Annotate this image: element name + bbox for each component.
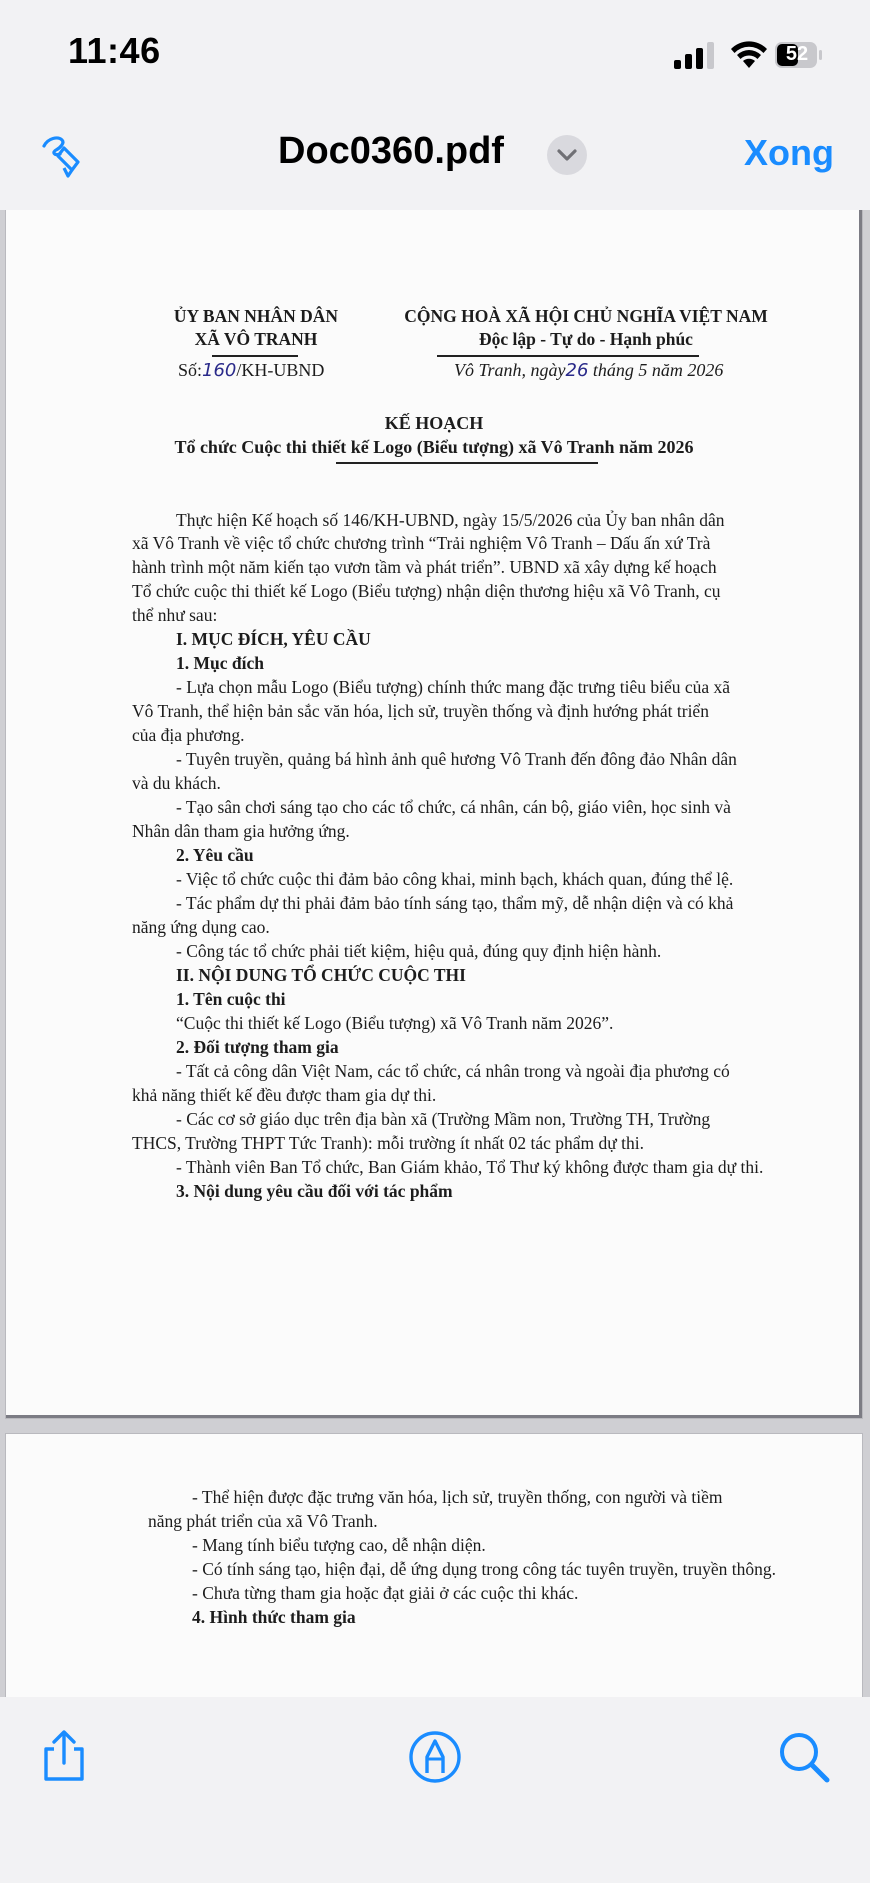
- body-line: - Thành viên Ban Tổ chức, Ban Giám khảo, Tổ Thư ký không được tham gia dự thi.: [176, 1157, 764, 1177]
- doc-number-suffix: /KH-UBND: [236, 360, 325, 380]
- body-line: năng ứng dụng cao.: [132, 917, 270, 937]
- date-prefix: Vô Tranh, ngày: [454, 360, 566, 380]
- body-line: - Chưa từng tham gia hoặc đạt giải ở các cuộc thi khác.: [192, 1583, 579, 1603]
- body-line: - Tạo sân chơi sáng tạo cho các tổ chức, cá nhân, cán bộ, giáo viên, học sinh và: [176, 797, 731, 817]
- page-edge: [859, 210, 862, 1418]
- body-line: - Mang tính biểu tượng cao, dễ nhận diện.: [192, 1535, 486, 1555]
- battery-level: 52: [785, 43, 809, 65]
- pdf-page-1: [6, 210, 862, 1418]
- date-suffix: tháng 5 năm 2026: [588, 360, 724, 380]
- section-heading: II. NỘI DUNG TỔ CHỨC CUỘC THI: [176, 965, 466, 985]
- markup-pen-icon[interactable]: [38, 130, 90, 182]
- header-country-line: CỘNG HOÀ XÃ HỘI CHỦ NGHĨA VIỆT NAM: [404, 306, 768, 326]
- pdf-page-2: [6, 1434, 862, 1697]
- pdf-viewer[interactable]: [0, 210, 870, 1697]
- body-line: THCS, Trường THPT Tức Tranh): mỗi trường ít nhất 02 tác phẩm dự thi.: [132, 1133, 644, 1153]
- navigation-bar: [0, 110, 870, 210]
- body-line: - Thể hiện được đặc trưng văn hóa, lịch sử, truyền thống, con người và tiềm: [192, 1487, 723, 1507]
- status-time: 11:46: [68, 30, 161, 71]
- body-line: - Tác phẩm dự thi phải đảm bảo tính sáng tạo, thẩm mỹ, dễ nhận diện và có khả: [176, 893, 734, 913]
- battery-icon: [774, 40, 824, 70]
- body-line: Vô Tranh, thể hiện bản sắc văn hóa, lịch sử, truyền thống và định hướng phát triển: [132, 701, 709, 721]
- doc-date: [454, 361, 723, 380]
- body-line: - Lựa chọn mẫu Logo (Biểu tượng) chính thức mang đặc trưng tiêu biểu của xã: [176, 677, 731, 697]
- body-line: - Tất cả công dân Việt Nam, các tổ chức, cá nhân trong và ngoài địa phương có: [176, 1061, 730, 1081]
- doc-number-handwritten: 160: [202, 360, 237, 381]
- date-handwritten: 26: [565, 360, 589, 381]
- page-edge: [6, 1415, 862, 1418]
- body-line: “Cuộc thi thiết kế Logo (Biểu tượng) xã Vô Tranh năm 2026”.: [176, 1013, 614, 1033]
- body-line: khả năng thiết kế đều được tham gia dự thi.: [132, 1085, 437, 1105]
- wifi-icon: [728, 38, 770, 70]
- subsection-heading: 1. Mục đích: [176, 653, 264, 673]
- search-icon[interactable]: [776, 1729, 832, 1785]
- subsection-heading: 4. Hình thức tham gia: [192, 1607, 356, 1627]
- body-line: - Công tác tổ chức phải tiết kiệm, hiệu quả, đúng quy định hiện hành.: [176, 941, 662, 961]
- body-line: năng phát triển của xã Vô Tranh.: [148, 1511, 378, 1531]
- header-underline: [437, 355, 699, 357]
- doc-number-prefix: Số:: [178, 360, 203, 380]
- subsection-heading: 3. Nội dung yêu cầu đối với tác phẩm: [176, 1181, 453, 1201]
- status-bar: [0, 0, 870, 110]
- title-underline: [336, 462, 598, 464]
- header-motto: Độc lập - Tự do - Hạnh phúc: [479, 329, 693, 349]
- body-line: Nhân dân tham gia hưởng ứng.: [132, 821, 350, 841]
- section-heading: I. MỤC ĐÍCH, YÊU CẦU: [176, 629, 371, 649]
- subsection-heading: 1. Tên cuộc thi: [176, 989, 286, 1009]
- body-line: và du khách.: [132, 773, 221, 793]
- doc-title: KẾ HOẠCH: [384, 413, 484, 433]
- cellular-signal-icon: [672, 40, 716, 70]
- body-line: - Việc tổ chức cuộc thi đảm bảo công khai, minh bạch, khách quan, đúng thể lệ.: [176, 869, 734, 889]
- body-line: - Các cơ sở giáo dục trên địa bàn xã (Trường Mầm non, Trường TH, Trường: [176, 1109, 711, 1129]
- subsection-heading: 2. Yêu cầu: [176, 845, 254, 865]
- document-title[interactable]: Doc0360.pdf: [278, 130, 504, 172]
- header-underline: [212, 355, 298, 357]
- body-line: của địa phương.: [132, 725, 245, 745]
- body-line: thể như sau:: [132, 605, 218, 625]
- body-line: - Có tính sáng tạo, hiện đại, dễ ứng dụng trong công tác tuyên truyền, truyền thông.: [192, 1559, 776, 1579]
- subsection-heading: 2. Đối tượng tham gia: [176, 1037, 339, 1057]
- title-menu-button[interactable]: [547, 135, 587, 175]
- body-line: xã Vô Tranh về việc tổ chức chương trình “Trải nghiệm Vô Tranh – Dấu ấn xứ Trà: [132, 533, 711, 553]
- done-button[interactable]: Xong: [744, 132, 834, 173]
- share-icon[interactable]: [36, 1729, 92, 1785]
- body-line: Thực hiện Kế hoạch số 146/KH-UBND, ngày 15/5/2026 của Ủy ban nhân dân: [176, 510, 725, 530]
- markup-icon[interactable]: [407, 1729, 463, 1785]
- bottom-toolbar: [0, 1697, 870, 1883]
- chevron-down-icon: [547, 135, 587, 175]
- doc-subtitle: Tổ chức Cuộc thi thiết kế Logo (Biểu tượng) xã Vô Tranh năm 2026: [174, 437, 694, 457]
- body-line: hành trình một năm kiến tạo vươn tầm và phát triển”. UBND xã xây dựng kế hoạch: [132, 557, 717, 577]
- body-line: - Tuyên truyền, quảng bá hình ảnh quê hương Vô Tranh đến đông đảo Nhân dân: [176, 749, 737, 769]
- body-line: Tổ chức cuộc thi thiết kế Logo (Biểu tượng) nhận diện thương hiệu xã Vô Tranh, cụ: [132, 581, 721, 601]
- doc-number: [178, 361, 324, 380]
- header-org-line-2: XÃ VÔ TRANH: [194, 329, 318, 349]
- header-org-line-1: ỦY BAN NHÂN DÂN: [173, 306, 339, 326]
